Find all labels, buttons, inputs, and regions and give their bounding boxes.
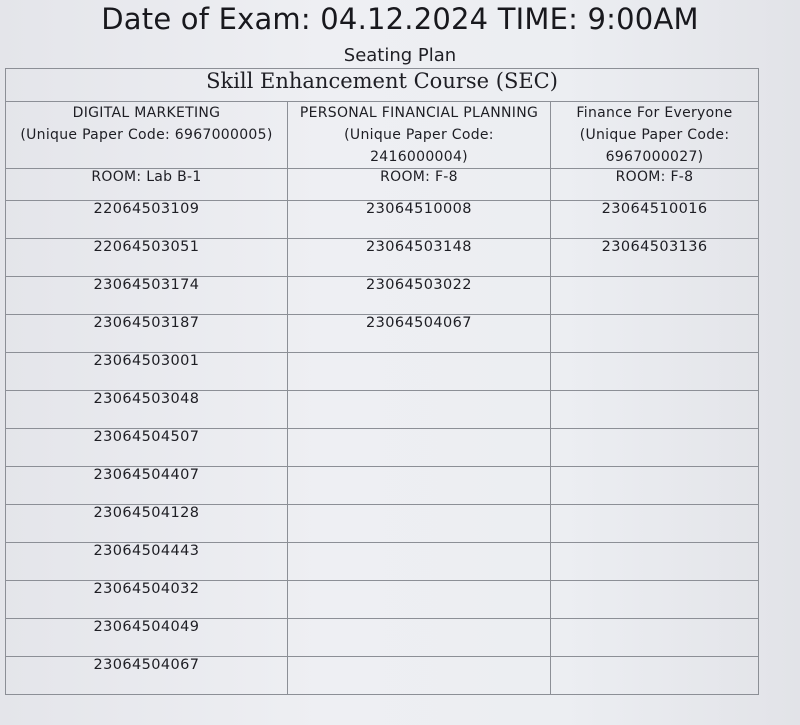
roll-number-cell <box>288 391 551 429</box>
roll-number-cell <box>288 239 551 277</box>
roll-number-cell <box>6 239 288 277</box>
roll-number: 23064504128 <box>93 505 200 521</box>
roll-number-cell <box>551 429 759 467</box>
roll-number-cell <box>6 391 288 429</box>
roll-number-cell <box>6 429 288 467</box>
roll-number-cell <box>288 201 551 239</box>
roll-number-cell <box>288 543 551 581</box>
roll-number: 22064503109 <box>93 201 200 217</box>
paper-header-digital-marketing <box>6 102 288 169</box>
room-label: ROOM: F-8 <box>288 169 551 201</box>
roll-number-cell <box>6 581 288 619</box>
roll-number-cell <box>551 239 759 277</box>
roll-number-cell <box>288 581 551 619</box>
paper-header-row <box>6 102 759 169</box>
roll-number-cell <box>551 619 759 657</box>
roll-number: 23064503001 <box>93 353 200 369</box>
roll-number-cell <box>551 391 759 429</box>
roll-number-cell <box>6 543 288 581</box>
course-name: Skill Enhancement Course (SEC) <box>6 69 759 102</box>
paper-name: DIGITAL MARKETING <box>72 105 221 121</box>
roll-number: 23064504032 <box>93 581 200 597</box>
roll-number-cell <box>6 657 288 695</box>
paper-code: (Unique Paper Code: <box>579 127 730 143</box>
roll-number: 23064503148 <box>366 239 472 255</box>
roll-number: 23064503022 <box>366 277 472 293</box>
paper-header-personal-financial-planning <box>288 102 551 169</box>
course-header-row <box>6 69 759 102</box>
paper-header-finance-for-everyone <box>551 102 759 169</box>
seating-plan-table <box>5 68 759 695</box>
roll-number-cell <box>288 619 551 657</box>
roll-number-cell <box>288 353 551 391</box>
roll-number-cell <box>288 315 551 353</box>
paper-code-number: 6967000027) <box>605 149 704 165</box>
roll-number-cell <box>6 277 288 315</box>
roll-number: 22064503051 <box>93 239 200 255</box>
roll-number-cell <box>551 315 759 353</box>
roll-number-cell <box>6 619 288 657</box>
paper-code: (Unique Paper Code: 6967000005) <box>20 127 273 143</box>
roll-number-list <box>6 201 759 695</box>
roll-number: 23064504049 <box>93 619 200 635</box>
roll-number-cell <box>6 467 288 505</box>
roll-number-cell <box>6 201 288 239</box>
roll-number: 23064504407 <box>93 467 200 483</box>
roll-number: 23064503048 <box>93 391 200 407</box>
roll-number-cell <box>551 505 759 543</box>
paper-code: (Unique Paper Code: <box>344 127 494 143</box>
roll-number: 23064504067 <box>93 657 200 673</box>
table-row <box>6 581 759 619</box>
table-row <box>6 543 759 581</box>
table-row <box>6 353 759 391</box>
table-row <box>6 315 759 353</box>
roll-number: 23064503174 <box>93 277 200 293</box>
paper-name: Finance For Everyone <box>576 105 733 121</box>
roll-number: 23064504507 <box>93 429 200 445</box>
table-row <box>6 201 759 239</box>
room-row <box>6 169 759 201</box>
table-row <box>6 619 759 657</box>
roll-number: 23064504443 <box>93 543 200 559</box>
table-row <box>6 657 759 695</box>
roll-number-cell <box>288 277 551 315</box>
exam-date-time-title: Date of Exam: 04.12.2024 TIME: 9:00AM <box>101 2 699 36</box>
table-row <box>6 429 759 467</box>
roll-number-cell <box>6 353 288 391</box>
paper-name: PERSONAL FINANCIAL PLANNING <box>299 105 539 121</box>
seating-plan-subtitle: Seating Plan <box>343 45 457 66</box>
roll-number-cell <box>551 201 759 239</box>
roll-number-cell <box>6 315 288 353</box>
roll-number-cell <box>551 467 759 505</box>
roll-number-cell <box>551 657 759 695</box>
roll-number-cell <box>6 505 288 543</box>
room-label: ROOM: F-8 <box>551 169 759 201</box>
roll-number: 23064503187 <box>93 315 200 331</box>
roll-number-cell <box>551 277 759 315</box>
roll-number: 23064503136 <box>601 239 708 255</box>
paper-code-number: 2416000004) <box>370 149 468 165</box>
roll-number-cell <box>288 505 551 543</box>
room-label: ROOM: Lab B-1 <box>6 169 288 201</box>
table-row <box>6 391 759 429</box>
roll-number-cell <box>288 657 551 695</box>
table-row <box>6 467 759 505</box>
roll-number: 23064510016 <box>601 201 708 217</box>
table-row <box>6 239 759 277</box>
roll-number-cell <box>288 429 551 467</box>
roll-number-cell <box>551 581 759 619</box>
roll-number: 23064504067 <box>366 315 472 331</box>
roll-number-cell <box>551 543 759 581</box>
roll-number: 23064510008 <box>366 201 472 217</box>
roll-number-cell <box>551 353 759 391</box>
roll-number-cell <box>288 467 551 505</box>
table-row <box>6 505 759 543</box>
table-row <box>6 277 759 315</box>
